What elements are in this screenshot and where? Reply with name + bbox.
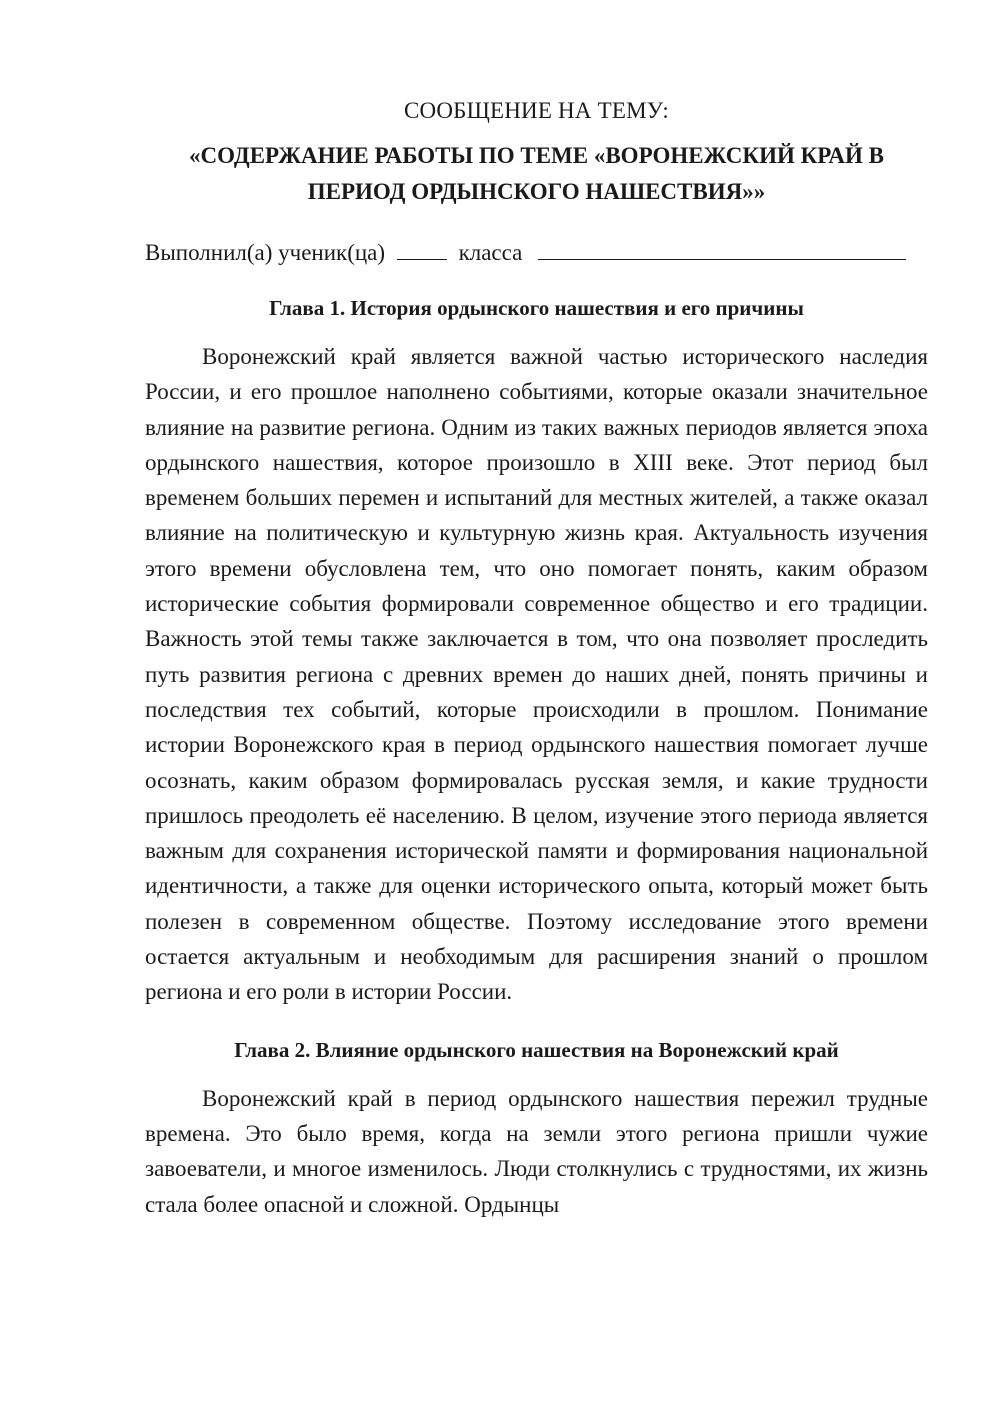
author-prefix: Выполнил(а) ученик(ца) — [145, 240, 386, 265]
document-content — [145, 94, 928, 1222]
student-name-blank[interactable] — [538, 237, 906, 260]
subject-line: СООБЩЕНИЕ НА ТЕМУ: — [404, 98, 669, 123]
chapter-1-heading: Глава 1. История ордынского нашествия и его причины — [269, 296, 804, 320]
chapter-2-paragraph: Воронежский край в период ордынского нашествия пережил трудные времена. Это было время, когда на земли этого региона пришли чужие завоеватели, и многое изменилось. Люди столкнулись с трудностями, их жизнь стала более опасной и сложной. Ордынцы — [145, 1085, 928, 1217]
class-number-blank[interactable] — [397, 237, 447, 260]
chapter-1-paragraph: Воронежский край является важной частью исторического наследия России, и его прошлое наполнено событиями, которые оказали значительное влияние на развитие региона. Одним из таких важных периодов является эпоха ордынского нашествия, которое произошло в XIII веке. Этот период был временем больших перемен и испытаний для местных жителей, а также оказал влияние на политическую и культурную жизнь края. Актуальность изучения этого времени обусловлена тем, что оно помогает понять, каким образом исторические события формировали современное общество и его традиции. Важность этой темы также заключается в том, что она позволяет проследить путь развития региона с древних времен до наших дней, понять причины и последствия тех событий, которые происходили в прошлом. Понимание истории Воронежского края в период ордынского нашествия помогает лучше осознать, каким образом формировалась русская земля, и какие трудности пришлось преодолеть её населению. В целом, изучение этого периода является важным для сохранения исторической памяти и формирования национальной идентичности, а также для оценки исторического опыта, который может быть полезен в современном обществе. Поэтому исследование этого времени остается актуальным и необходимым для расширения знаний о прошлом региона и его роли в истории России. — [145, 344, 928, 1005]
topic-title: «СОДЕРЖАНИЕ РАБОТЫ ПО ТЕМЕ «ВОРОНЕЖСКИЙ КРАЙ В ПЕРИОД ОРДЫНСКОГО НАШЕСТВИЯ»» — [189, 143, 884, 204]
class-label: класса — [458, 240, 523, 265]
author-line — [145, 236, 928, 270]
chapter-2-heading: Глава 2. Влияние ордынского нашествия на Воронежский край — [234, 1037, 839, 1062]
